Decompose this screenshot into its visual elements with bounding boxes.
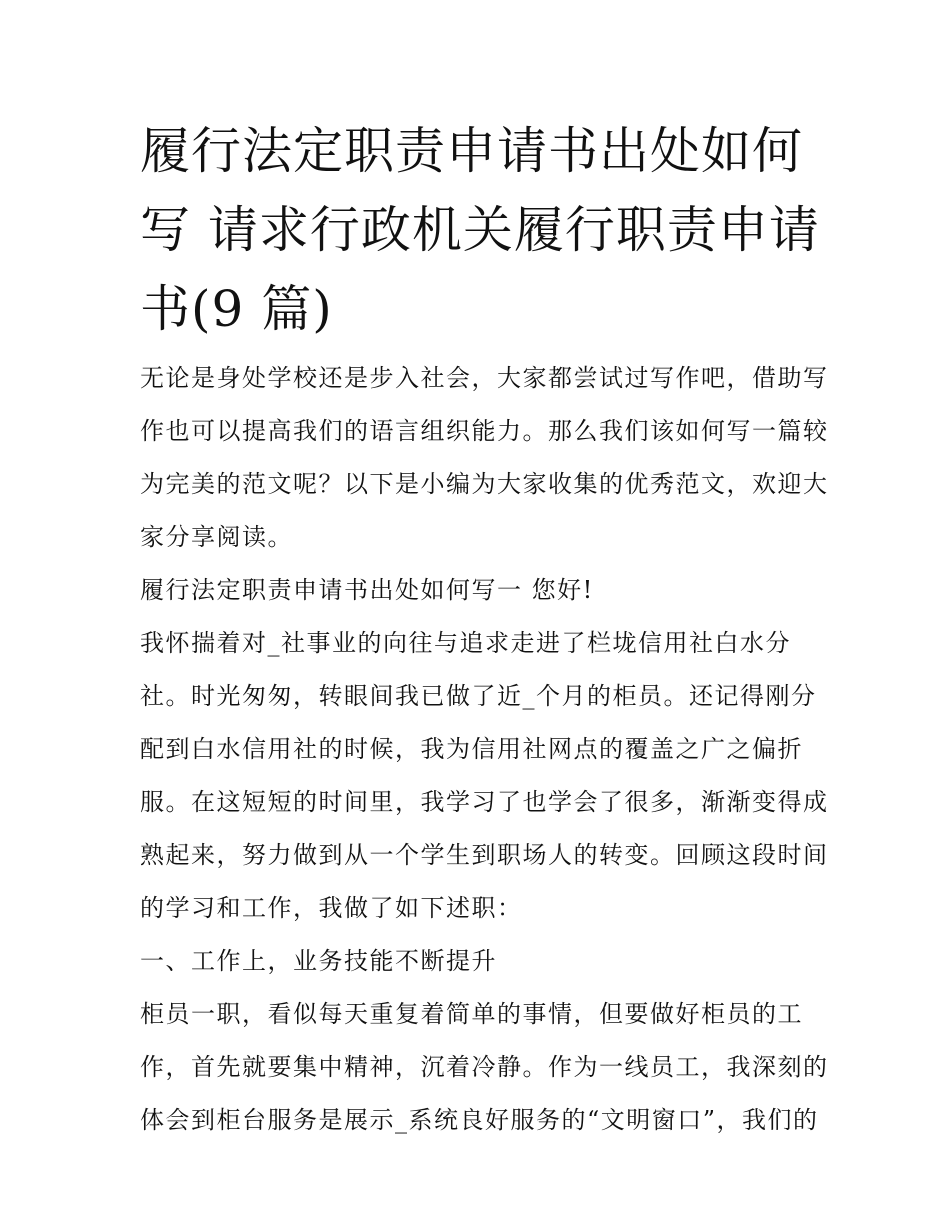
body-line-7: 柜员一职，看似每天重复着简单的事情，但要做好柜员的工: [140, 1000, 803, 1028]
intro-line-4: 家分享阅读。: [140, 523, 293, 551]
body-line-8: 作，首先就要集中精神，沉着冷静。作为一线员工，我深刻的: [140, 1053, 829, 1081]
title-line-2: 写 请求行政机关履行职责申请: [140, 201, 820, 259]
body-line-3: 配到白水信用社的时候，我为信用社网点的覆盖之广之偏折: [140, 735, 803, 763]
body-line-4: 服。在这短短的时间里，我学习了也学会了很多，渐渐变得成: [140, 788, 829, 816]
title-line-3: 书(9 篇): [140, 280, 333, 338]
intro-line-1: 无论是身处学校还是步入社会，大家都尝试过写作吧，借助写: [140, 364, 829, 392]
intro-line-2: 作也可以提高我们的语言组织能力。那么我们该如何写一篇较: [140, 417, 829, 445]
subheading-1: 一、工作上，业务技能不断提升: [140, 947, 497, 975]
document-body: [140, 352, 829, 1147]
body-line-6: 的学习和工作，我做了如下述职：: [140, 894, 523, 922]
intro-line-3: 为完美的范文呢？以下是小编为大家收集的优秀范文，欢迎大: [140, 470, 829, 498]
body-line-1: 我怀揣着对_社事业的向往与追求走进了栏垅信用社白水分: [140, 629, 791, 657]
body-line-2: 社。时光匆匆，转眼间我已做了近_个月的柜员。还记得刚分: [140, 682, 817, 710]
body-line-9: 体会到柜台服务是展示_系统良好服务的“文明窗口”，我们的: [140, 1106, 819, 1134]
title-line-1: 履行法定职责申请书出处如何: [140, 122, 803, 180]
section-heading-1: 履行法定职责申请书出处如何写一 您好!: [140, 576, 594, 604]
body-line-5: 熟起来，努力做到从一个学生到职场人的转变。回顾这段时间: [140, 841, 829, 869]
document-title: [140, 112, 820, 349]
